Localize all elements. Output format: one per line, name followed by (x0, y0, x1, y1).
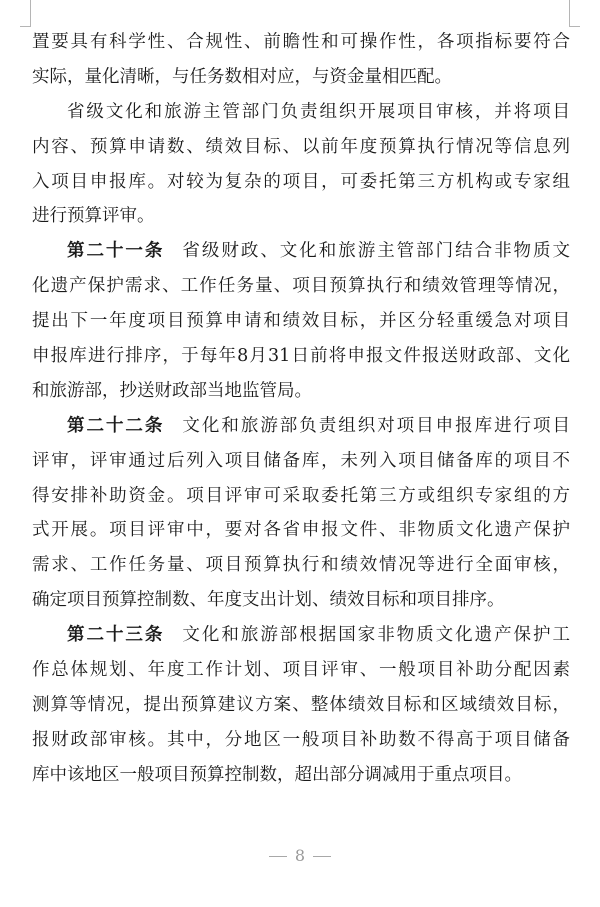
article-first-line (32, 618, 570, 653)
crop-mark-right (569, 0, 580, 27)
text-line: 作总体规划、年度工作计划、项目评审、一般项目补助分配因素 (32, 660, 570, 681)
text-line: 内容、预算申请数、绩效目标、以前年度预算执行情况等信息列 (32, 136, 570, 157)
document-body (32, 25, 570, 793)
page-footer (0, 846, 600, 865)
article-text: 省级财政、文化和旅游主管部门结合非物质文 (182, 241, 570, 262)
text-line: 测算等情况，提出预算建议方案、整体绩效目标和区域绩效目标， (32, 694, 570, 715)
article-heading: 第二十三条 (67, 625, 165, 646)
text-line: 和旅游部，抄送财政部当地监管局。 (32, 380, 312, 401)
text-line: 提出下一年度项目预算申请和绩效目标，并区分轻重缓急对项目 (32, 311, 570, 332)
article-first-line (32, 409, 570, 444)
text-line: 确定项目预算控制数、年度支出计划、绩效目标和项目排序。 (32, 590, 505, 611)
article-heading: 第二十二条 (67, 415, 165, 436)
text-line: 实际，量化清晰，与任务数相对应，与资金量相匹配。 (32, 66, 452, 87)
text-line: 评审，评审通过后列入项目储备库，未列入项目储备库的项目不 (32, 450, 570, 471)
text-line: 得安排补助资金。项目评审可采取委托第三方或组织专家组的方 (32, 485, 570, 506)
text-line: 报财政部审核。其中，分地区一般项目补助数不得高于项目储备 (32, 729, 570, 750)
text-line: 需求、工作任务量、项目预算执行和绩效情况等进行全面审核， (32, 555, 570, 576)
page-number: 8 (294, 846, 306, 865)
text-line: 省级文化和旅游主管部门负责组织开展项目审核，并将项目 (67, 101, 570, 122)
footer-dash-left (269, 856, 287, 857)
text-line: 置要具有科学性、合规性、前瞻性和可操作性，各项指标要符合 (32, 32, 570, 52)
article-text: 文化和旅游部根据国家非物质文化遗产保护工 (182, 625, 570, 646)
crop-mark-left (20, 0, 31, 27)
article-heading: 第二十一条 (67, 241, 165, 262)
text-line: 进行预算评审。 (32, 206, 155, 227)
text-line: 入项目申报库。对较为复杂的项目，可委托第三方机构或专家组 (32, 171, 570, 192)
article-first-line (32, 234, 570, 269)
text-line: 申报库进行排序，于每年8月31日前将申报文件报送财政部、文化 (32, 346, 570, 367)
text-line: 式开展。项目评审中，要对各省申报文件、非物质文化遗产保护 (32, 520, 570, 541)
text-line: 化遗产保护需求、工作任务量、项目预算执行和绩效管理等情况， (32, 276, 570, 297)
text-line: 库中该地区一般项目预算控制数，超出部分调减用于重点项目。 (32, 764, 522, 785)
article-text: 文化和旅游部负责组织对项目申报库进行项目 (182, 415, 570, 436)
footer-dash-right (313, 856, 331, 857)
